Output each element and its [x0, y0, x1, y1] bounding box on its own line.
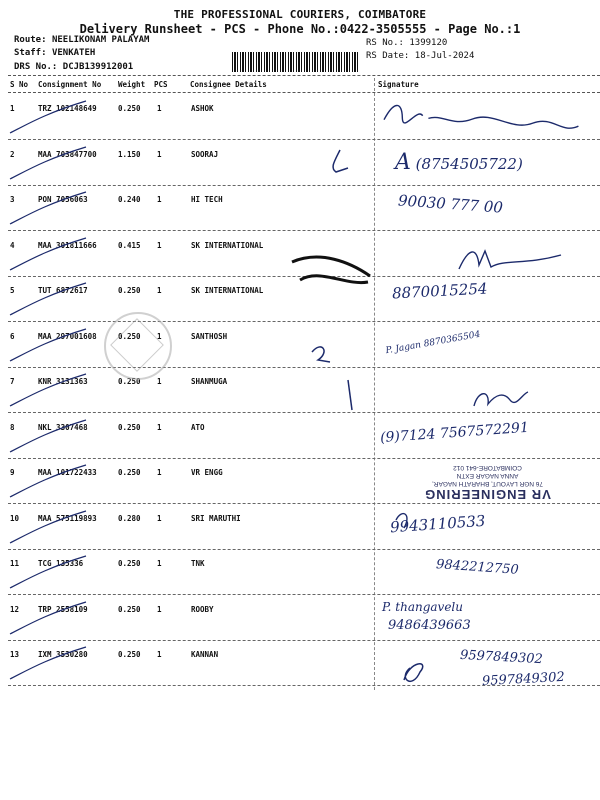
cell-sno: 3	[10, 195, 15, 204]
cell-consignee: SRI MARUTHI	[191, 513, 241, 523]
stamp-line2: ANNA NAGAR EXTN	[456, 472, 519, 479]
cell-sno: 7	[10, 377, 15, 386]
cell-pcs: 1	[157, 149, 162, 159]
col-sno: S No	[10, 80, 29, 89]
signature-2: A (8754505722)	[395, 150, 523, 175]
cell-consignment: TUT 6872617	[38, 286, 88, 295]
signature-13-line1: 9597849302	[459, 647, 544, 668]
cell-weight: 0.250	[118, 286, 141, 295]
cell-weight: 0.250	[118, 468, 141, 477]
route-value: NEELIKONAM PALAYAM	[51, 35, 150, 45]
cell-weight: 0.250	[118, 650, 141, 659]
rs-no-label: RS No.:	[366, 38, 404, 48]
rs-date-value: 18-Jul-2024	[414, 51, 475, 61]
cell-sno: 1	[10, 104, 15, 113]
cell-weight: 0.250	[118, 377, 141, 386]
cell-consignee: HI TECH	[191, 195, 223, 204]
cell-consignee: ASHOK	[191, 104, 214, 113]
cell-weight: 0.250	[118, 331, 141, 341]
cell-pcs: 1	[157, 377, 162, 386]
cell-weight: 0.250	[118, 604, 141, 614]
signature-8: (9)7124 7567572291	[379, 419, 530, 447]
cell-consignment: KNR 3131363	[38, 377, 88, 386]
cell-pcs: 1	[157, 650, 162, 659]
cell-weight: 0.240	[118, 195, 141, 204]
cell-consignee: ROOBY	[191, 604, 214, 614]
cell-consignee: SOORAJ	[191, 149, 219, 159]
cell-consignment: TCG 135336	[38, 559, 84, 568]
runsheet-title: Delivery Runsheet - PCS - Phone No.:0422-3505555 - Page No.:1	[79, 22, 521, 36]
cell-consignee: ATO	[191, 422, 205, 432]
cell-sno: 9	[10, 468, 15, 477]
company-name: THE PROFESSIONAL COURIERS, COIMBATORE	[173, 8, 427, 21]
drs-value: DCJB139912001	[62, 62, 134, 72]
staff-label: Staff:	[14, 48, 47, 58]
cell-weight: 0.280	[118, 513, 141, 523]
cell-pcs: 1	[157, 468, 162, 477]
stamp-title: VR ENGINEERING	[424, 487, 551, 502]
stamp-line1: 76 NGR LAYOUT, BHARATH NAGAR,	[432, 480, 544, 487]
cell-consignee: KANNAN	[191, 650, 219, 659]
cell-consignment: IXM 3530280	[38, 650, 88, 659]
cell-sno: 8	[10, 422, 15, 432]
cell-sno: 2	[10, 149, 15, 159]
cell-sno: 6	[10, 331, 15, 341]
signature-12-phone: 9486439663	[388, 618, 471, 633]
cell-pcs: 1	[157, 559, 162, 568]
cell-pcs: 1	[157, 513, 162, 523]
cell-consignment: MAA 101722433	[38, 468, 97, 477]
rs-no-value: 1399120	[409, 38, 448, 48]
route-label: Route:	[14, 35, 47, 45]
cell-sno: 10	[10, 513, 20, 523]
cell-consignment: TRP 2558109	[38, 604, 88, 614]
cell-weight: 1.150	[118, 149, 141, 159]
cell-weight: 0.415	[118, 240, 141, 250]
drs-label: DRS No.:	[14, 62, 58, 72]
signature-3: 90030 777 00	[397, 191, 504, 217]
cell-pcs: 1	[157, 331, 162, 341]
col-pcs: PCS	[154, 80, 168, 89]
cell-pcs: 1	[157, 104, 162, 113]
cell-sno: 5	[10, 286, 15, 295]
signature-11: 9842212750	[435, 557, 520, 578]
signature-6: P. Jagan 8870365504	[384, 329, 482, 357]
col-weight: Weight	[118, 80, 146, 89]
cell-weight: 0.250	[118, 422, 141, 432]
cell-pcs: 1	[157, 195, 162, 204]
cell-consignment: NKL 3307468	[38, 422, 88, 432]
cell-sno: 4	[10, 240, 15, 250]
cell-consignment: MAA 301811666	[38, 240, 97, 250]
signature-13-line2: 9597849302	[481, 669, 566, 690]
cell-weight: 0.250	[118, 559, 141, 568]
cell-consignee: SK INTERNATIONAL	[191, 240, 264, 250]
signature-12-name: P. thangavelu	[382, 600, 463, 614]
col-signature: Signature	[378, 80, 419, 89]
cell-consignment: MAA 703847700	[38, 149, 97, 159]
col-consignee: Consignee Details	[190, 80, 267, 89]
cell-consignee: TNK	[191, 559, 205, 568]
cell-sno: 12	[10, 604, 20, 614]
cell-consignment: PON 7056063	[38, 195, 88, 204]
cell-consignment: TRZ 102148649	[38, 104, 97, 113]
cell-sno: 11	[10, 559, 20, 568]
cell-pcs: 1	[157, 422, 162, 432]
cell-consignee: VR ENGG	[191, 468, 223, 477]
cell-consignee: SHANMUGA	[191, 377, 228, 386]
cell-pcs: 1	[157, 604, 162, 614]
stamp-line3: COIMBATORE-641 012	[453, 464, 522, 471]
cell-consignment: MAA 575119893	[38, 513, 97, 523]
signature-5: 8870015254	[391, 279, 488, 303]
staff-value: VENKATEH	[51, 48, 96, 58]
rs-date-label: RS Date:	[366, 51, 410, 61]
cell-consignee: SK INTERNATIONAL	[191, 286, 264, 295]
cell-sno: 13	[10, 650, 20, 659]
cell-pcs: 1	[157, 240, 162, 250]
signature-10: 9943110533	[389, 511, 486, 537]
cell-consignee: SANTHOSH	[191, 331, 228, 341]
cell-weight: 0.250	[118, 104, 141, 113]
cell-consignment: MAA 297001608	[38, 331, 97, 341]
col-consignment: Consignment No	[38, 80, 102, 89]
cell-pcs: 1	[157, 286, 162, 295]
